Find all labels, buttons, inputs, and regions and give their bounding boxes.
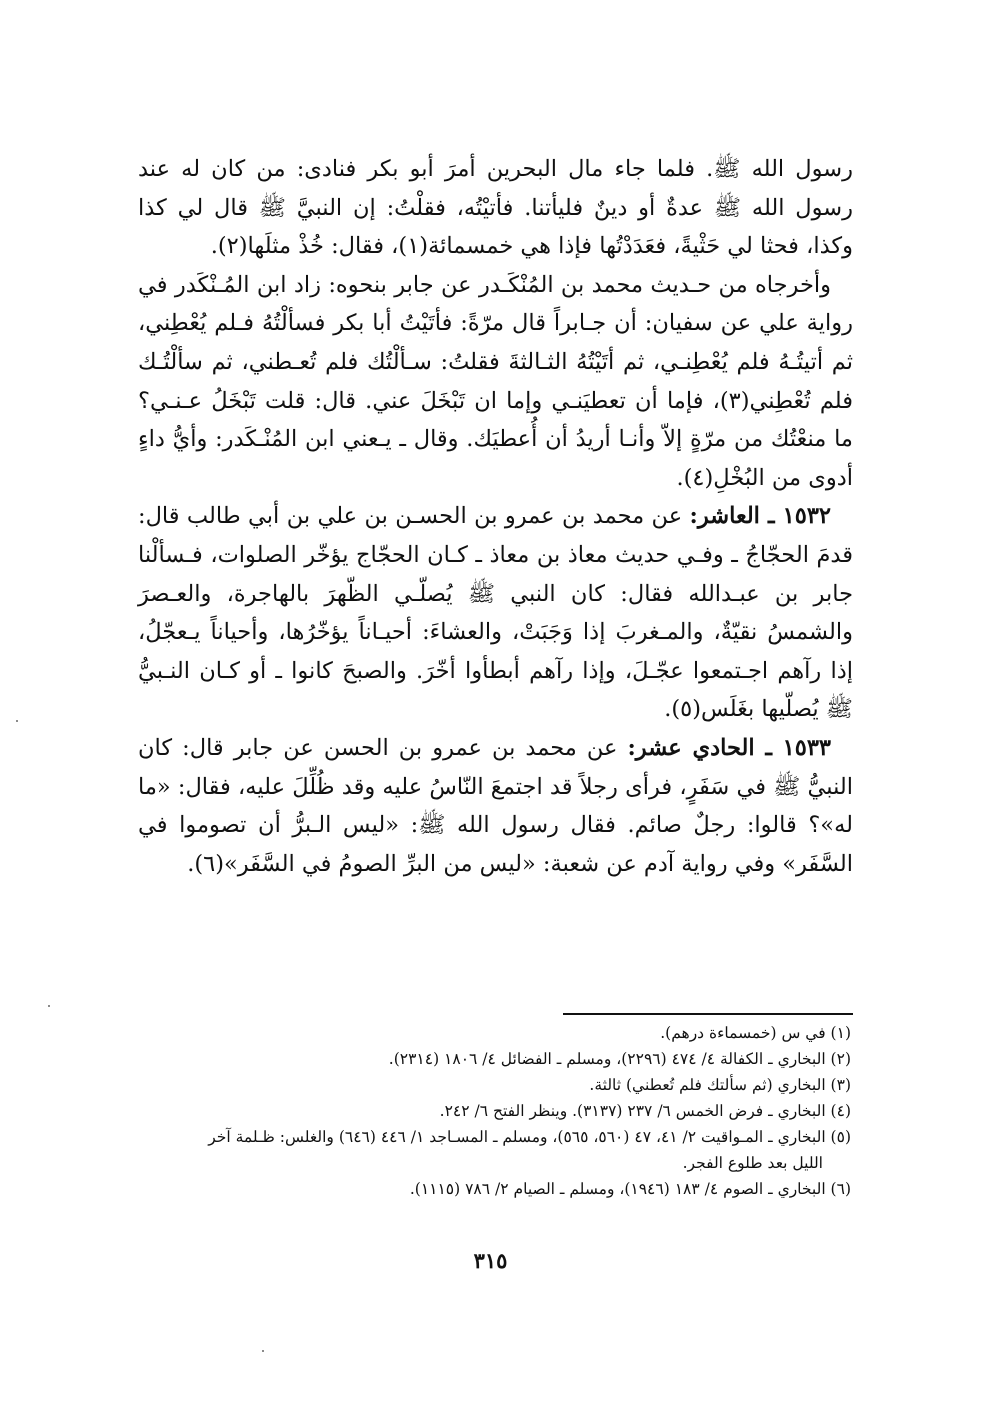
- footnote-4: (٤) البخاري ـ فرض الخمس ٦/ ٢٣٧ (٣١٣٧). وينظر الفتح ٦/ ٢٤٢.: [439, 1102, 851, 1120]
- hadith-heading: ١٥٣٢ ـ العاشر:: [689, 503, 832, 530]
- paragraph-text: عن محمد بن عمرو بن الحسـن بن علي بن أبي طالب قال: قدمَ الحجّاجُ ـ وفـي حديث معاذ بن معاذ ـ كـان الحجّاج يؤخّر الصلوات، فـسألْنا جابر بن عبـدالله فقال: كان النبي ﷺ يُصلّـي الظّهرَ بالهاجرة، والعـصرَ والشمسُ نقيّةٌ، والمـغربَ إذا وَجَبَتْ، والعشاءَ: أحيـاناً يؤخّرُها، وأحياناً يـعجّلُ، إذا رآهم اجـتمعوا عجّـلَ، وإذا رآهم أبطأوا أخّرَ. والصبحَ كانوا ـ أو كـان النـبيُّ ﷺ يُصلّيها بغَلَس(٥).: [138, 503, 853, 723]
- scan-speck: [48, 1005, 50, 1007]
- scan-speck: [262, 1350, 264, 1352]
- scan-speck: [16, 720, 18, 722]
- footnote-6: (٦) البخاري ـ الصوم ٤/ ١٨٣ (١٩٤٦)، ومسلم ـ الصيام ٢/ ٧٨٦ (١١١٥).: [409, 1180, 851, 1198]
- footnote-5-continued: الليل بعد طلوع الفجر.: [682, 1154, 823, 1172]
- main-text: [138, 150, 853, 883]
- paragraph-text: وأخرجاه من حـديث محمد بن المُنْكَـدر عن جابر بنحوه: زاد ابن المُـنْكَدر في رواية علي عن سفيان: أن جـابراً قال مرّةً: فأتَيْتُ أبا بكر فسألْتُهُ فـلم يُعْطِني، ثم أتيتُـهُ فلم يُعْطِنـي، ثم أتَيْتُهُ الثـالثةَ فقلتُ: سـألْتُك فلم تُعـطني، ثم سألْتُـك فلم تُعْطِني(٣)، فإما أن تعطيَنـي وإما ان تَبْخَلَ عني. قال: قلت تَبْخَلُ عـنـي؟ ما منعْتُك من مرّةٍ إلاّ وأنـا أريدُ أن أُعطيَك. وقال ـ يـعني ابن المُنْـكَدر: وأيُّ داءٍ أدوى من البُخْلِ(٤).: [138, 271, 853, 491]
- footnotes: [139, 1020, 851, 1202]
- hadith-1533: [138, 729, 853, 883]
- paragraph-text: رسول الله ﷺ. فلما جاء مال البحرين أمرَ أبو بكر فنادى: من كان له عند رسول الله ﷺ عدةٌ أو دينٌ فليأتنا. فأتيْتُه، فقلْتُ: إن النبيَّ ﷺ قال لي كذا وكذا، فحثا لي حَثْيةً، فعَدَدْتُها فإذا هي خمسمائة(١)، فقال: خُذْ مثلَها(٢).: [138, 156, 853, 260]
- footnote-2: (٢) البخاري ـ الكفالة ٤/ ٤٧٤ (٢٢٩٦)، ومسلم ـ الفضائل ٤/ ١٨٠٦ (٢٣١٤).: [388, 1050, 851, 1068]
- hadith-heading: ١٥٣٣ ـ الحادي عشر:: [627, 734, 831, 761]
- paragraph-text: عن محمد بن عمرو بن الحسن عن جابر قال: كان النبيُّ ﷺ في سَفَرٍ، فرأى رجلاً قد اجتمعَ النّاسُ عليه وقد ظُلِّلَ عليه، فقال: «ما له»؟ قالوا: رجلٌ صائم. فقال رسول الله ﷺ: «ليس الـبرُّ أن تصوموا في السَّفَر» وفي رواية آدم عن شعبة: «ليس من البرِّ الصومُ في السَّفَر»(٦).: [138, 734, 853, 877]
- page-number: ٣١٥: [473, 1248, 508, 1273]
- footnote-5: (٥) البخاري ـ المـواقيت ٢/ ٤١، ٤٧ (٥٦٠، ٥٦٥)، ومسلم ـ المسـاجد ١/ ٤٤٦ (٦٤٦) والغلس: ظـلمة آخر: [208, 1128, 851, 1146]
- footnote-3: (٣) البخاري (ثم سألتك فلم تُعطني) ثالثة.: [589, 1076, 851, 1094]
- footnote-separator: [563, 1013, 853, 1015]
- hadith-1532: [138, 497, 853, 729]
- paragraph-hadith-variant: [138, 266, 853, 498]
- paragraph-continuation: [138, 150, 853, 266]
- footnote-1: (١) في س (خمسماءة درهم).: [660, 1024, 851, 1042]
